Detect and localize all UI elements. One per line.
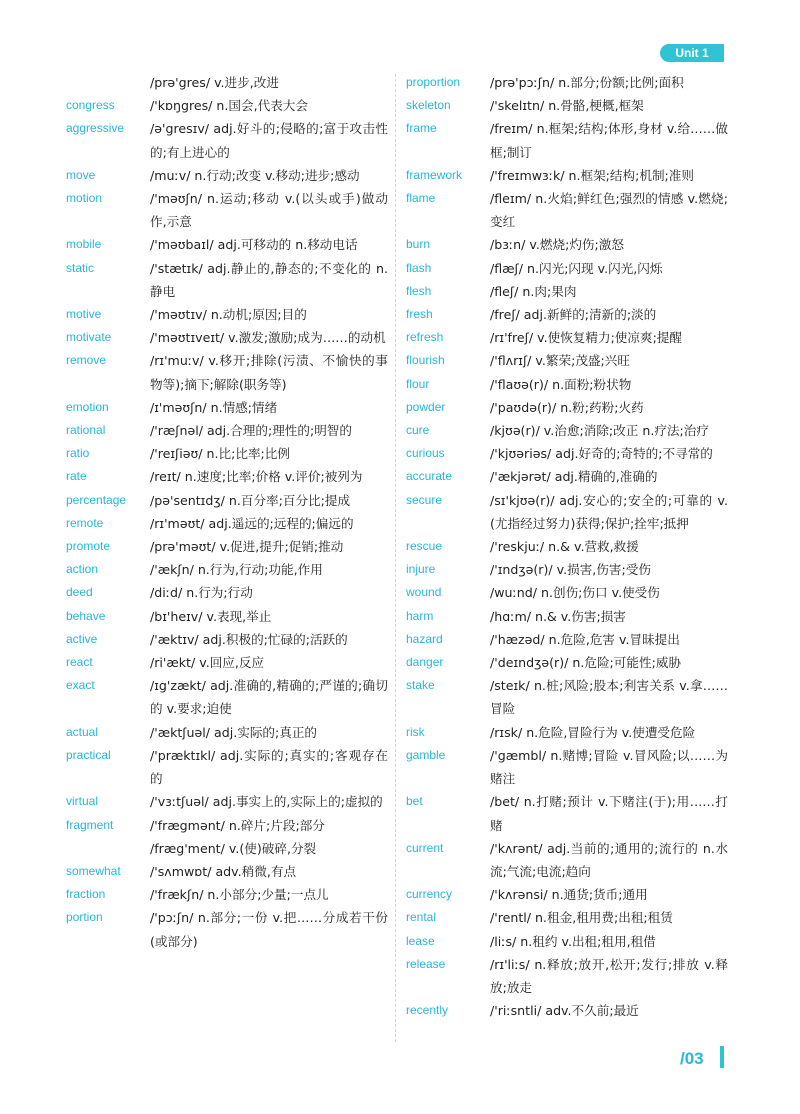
vocab-definition: /'vɜːtʃuəl/ adj.事实上的,实际上的;虚拟的	[150, 794, 383, 810]
vocab-definition: /rɪ'freʃ/ v.使恢复精力;使凉爽;提醒	[490, 330, 683, 346]
vocab-definition: /'riːsntli/ adv.不久前;最近	[490, 1003, 639, 1019]
vocab-definition: /'ækjərət/ adj.精确的,准确的	[490, 469, 658, 485]
vocab-word: emotion	[66, 399, 109, 414]
vocab-entry	[66, 814, 388, 837]
vocab-definition: /wuːnd/ n.创伤;伤口 v.使受伤	[490, 585, 660, 601]
vocab-definition: /bɜːn/ v.燃烧;灼伤;激怒	[490, 237, 624, 253]
vocab-entry	[406, 326, 728, 349]
vocab-entry	[66, 883, 388, 906]
vocab-word: promote	[66, 539, 111, 554]
vocab-definition: /freɪm/ n.框架;结构;体形,身材 v.给……做框;制订	[490, 121, 728, 160]
vocab-definition: /'skelɪtn/ n.骨骼,梗概,框架	[490, 98, 644, 114]
vocab-definition: /liːs/ n.租约 v.出租;租用,租借	[490, 933, 656, 949]
vocab-definition: /'freɪmwɜːk/ n.框架;结构;机制;准则	[490, 167, 694, 183]
vocab-entry	[406, 674, 728, 720]
vocab-word: exact	[66, 678, 95, 693]
vocab-definition: /steɪk/ n.桩;风险;股本;利害关系 v.拿……冒险	[490, 678, 728, 717]
vocab-entry	[66, 164, 388, 187]
vocab-entry	[66, 790, 388, 813]
vocab-word: release	[406, 956, 446, 971]
vocab-word: flash	[406, 260, 432, 275]
vocab-word: current	[406, 840, 444, 855]
vocab-definition: /kjʊə(r)/ v.治愈;消除;改正 n.疗法;治疗	[490, 423, 709, 439]
vocab-definition: /reɪt/ n.速度;比率;价格 v.评价;被列为	[150, 469, 363, 485]
vocab-entry	[406, 280, 728, 303]
vocab-word: powder	[406, 399, 446, 414]
vocab-entry	[406, 303, 728, 326]
vocab-definition: /'kʌrənt/ adj.当前的;通用的;流行的 n.水流;气流;电流;趋向	[490, 840, 728, 879]
vocab-word: congress	[66, 98, 115, 113]
vocab-word: fraction	[66, 887, 106, 902]
vocab-definition: /'reskjuː/ n.& v.营救,救援	[490, 539, 639, 555]
vocab-definition: /'kʌrənsi/ n.通货;货币;通用	[490, 887, 648, 903]
column-divider	[395, 74, 396, 1042]
vocab-definition: /'æktɪv/ adj.积极的;忙碌的;活跃的	[150, 631, 348, 647]
vocab-entry	[406, 651, 728, 674]
vocab-entry	[66, 674, 388, 720]
vocab-word: flour	[406, 376, 430, 391]
vocab-word: virtual	[66, 794, 99, 809]
vocab-word: rational	[66, 423, 106, 438]
vocab-word: portion	[66, 910, 103, 925]
vocab-word: danger	[406, 655, 444, 670]
vocab-definition: /'præktɪkl/ adj.实际的;真实的;客观存在的	[150, 747, 388, 787]
vocab-word: lease	[406, 933, 435, 948]
vocab-definition: /'kɒŋgres/ n.国会,代表大会	[150, 98, 308, 114]
vocab-definition: /'frægmənt/ n.碎片;片段;部分	[150, 817, 325, 833]
page-number-bar	[720, 1046, 724, 1068]
vocab-definition: /'rentl/ n.租金,租用费;出租;租赁	[490, 910, 673, 926]
vocab-word: rescue	[406, 539, 443, 554]
vocab-definition: /bet/ n.打赌;预计 v.下赌注(于);用……打赌	[490, 794, 728, 833]
vocab-entry	[66, 233, 388, 256]
vocab-entry	[406, 790, 728, 836]
vocab-entry	[66, 605, 388, 628]
vocab-definition: /'pɔːʃn/ n.部分;一份 v.把……分成若干份(或部分)	[150, 910, 388, 949]
vocab-word: wound	[406, 585, 442, 600]
vocab-word: stake	[406, 678, 435, 693]
vocab-definition: /fleɪm/ n.火焰;鲜红色;强烈的情感 v.燃烧;变红	[490, 191, 728, 230]
vocab-word: gamble	[406, 747, 446, 762]
vocab-entry	[406, 94, 728, 117]
vocab-entry	[406, 349, 728, 372]
vocab-entry	[406, 930, 728, 953]
vocab-word: flesh	[406, 283, 432, 298]
vocab-entry	[406, 489, 728, 535]
vocab-definition: /sɪ'kjʊə(r)/ adj.安心的;安全的;可靠的 v.(尤指经过努力)获得;保护;拴牢;抵押	[490, 492, 728, 531]
vocab-word: rate	[66, 469, 87, 484]
vocab-definition: /flæʃ/ n.闪光;闪现 v.闪光,闪烁	[490, 260, 663, 276]
vocab-entry	[66, 628, 388, 651]
vocab-definition: /'flʌrɪʃ/ v.繁荣;茂盛;兴旺	[490, 353, 630, 369]
vocab-entry	[406, 535, 728, 558]
vocab-definition: /ɪg'zækt/ adj.准确的,精确的;严谨的;确切的 v.要求;迫使	[150, 678, 388, 717]
vocab-word: remote	[66, 515, 104, 530]
vocab-definition: /hɑːm/ n.& v.伤害;损害	[490, 608, 626, 624]
vocab-entry	[406, 442, 728, 465]
vocab-word: accurate	[406, 469, 453, 484]
vocab-definition: /prə'məʊt/ v.促进,提升;促销;推动	[150, 539, 344, 555]
vocab-entry	[66, 906, 388, 952]
vocab-definition: /'sʌmwɒt/ adv.稍微,有点	[150, 863, 297, 879]
vocab-word: flame	[406, 191, 436, 206]
vocab-word: motive	[66, 307, 102, 322]
vocab-definition: /prə'gres/ v.进步,改进	[150, 75, 279, 90]
vocab-word: action	[66, 562, 99, 577]
vocab-entry	[406, 164, 728, 187]
vocab-entry	[66, 512, 388, 535]
vocab-entry	[406, 233, 728, 256]
vocab-word: framework	[406, 167, 463, 182]
vocab-definition: /'stætɪk/ adj.静止的,静态的;不变化的 n.静电	[150, 260, 388, 299]
vocab-entry	[406, 257, 728, 280]
vocab-word: ratio	[66, 446, 90, 461]
vocab-definition: /rɪ'liːs/ n.释放;放开,松开;发行;排放 v.释放;放走	[490, 956, 728, 995]
vocab-definition: /'məʊʃn/ n.运动;移动 v.(以头或手)做动作,示意	[150, 191, 388, 230]
vocab-word: react	[66, 655, 93, 670]
vocab-word: skeleton	[406, 98, 451, 113]
vocab-definition: /'frækʃn/ n.小部分;少量;一点儿	[150, 887, 329, 903]
vocab-definition: /pə'sentɪdʒ/ n.百分率;百分比;提成	[150, 492, 351, 508]
vocab-word: injure	[406, 562, 436, 577]
vocab-word: percentage	[66, 492, 127, 507]
vocab-entry	[406, 187, 728, 233]
vocab-definition: /muːv/ n.行动;改变 v.移动;进步;感动	[150, 167, 360, 183]
vocab-entry	[66, 465, 388, 488]
vocab-entry	[66, 442, 388, 465]
vocab-definition: /'reɪʃiəʊ/ n.比;比率;比例	[150, 446, 290, 462]
vocab-definition: /'məʊbaɪl/ adj.可移动的 n.移动电话	[150, 237, 358, 253]
vocab-word: burn	[406, 237, 431, 252]
vocab-definition: /'ɪndʒə(r)/ v.损害,伤害;受伤	[490, 562, 651, 578]
vocab-entry	[66, 187, 388, 233]
vocab-word: static	[66, 260, 95, 275]
vocab-entry	[406, 558, 728, 581]
vocab-entry	[66, 419, 388, 442]
vocab-entry	[66, 349, 388, 395]
vocab-entry	[66, 303, 388, 326]
vocab-word: mobile	[66, 237, 102, 252]
vocab-entry	[406, 581, 728, 604]
vocab-word: deed	[66, 585, 93, 600]
vocab-entry	[406, 744, 728, 790]
vocab-entry	[406, 837, 728, 883]
vocab-entry	[406, 906, 728, 929]
vocab-definition: /'kjʊəriəs/ adj.好奇的;奇特的;不寻常的	[490, 446, 713, 462]
vocab-entry	[66, 651, 388, 674]
vocab-entry	[406, 999, 728, 1022]
vocab-entry	[406, 883, 728, 906]
vocab-entry	[66, 117, 388, 163]
vocab-word: frame	[406, 121, 437, 136]
vocab-definition: /freʃ/ adj.新鲜的;清新的;淡的	[490, 307, 657, 323]
vocab-entry	[406, 721, 728, 744]
vocab-word: rental	[406, 910, 437, 925]
vocab-definition: /'flaʊə(r)/ n.面粉;粉状物	[490, 376, 632, 392]
vocab-word: cure	[406, 423, 430, 438]
vocab-definition: /ri'ækt/ v.回应,反应	[150, 655, 265, 671]
vocab-word: fresh	[406, 307, 433, 322]
vocab-word: hazard	[406, 631, 443, 646]
vocab-definition: /ɪ'məʊʃn/ n.情感;情绪	[150, 399, 278, 415]
vocab-entry	[66, 71, 388, 94]
vocab-word: somewhat	[66, 863, 121, 878]
vocab-word: actual	[66, 724, 99, 739]
vocab-word: behave	[66, 608, 106, 623]
vocab-entry	[406, 465, 728, 488]
vocab-entry	[66, 326, 388, 349]
vocab-entry	[66, 489, 388, 512]
vocab-definition: /prə'pɔːʃn/ n.部分;份额;比例;面积	[490, 75, 684, 90]
page-number: /03	[680, 1049, 704, 1068]
vocab-definition: /'deɪndʒə(r)/ n.危险;可能性;威胁	[490, 655, 682, 671]
vocab-definition: /'paʊdə(r)/ n.粉;药粉;火药	[490, 399, 644, 415]
vocab-entry	[66, 837, 388, 860]
vocab-word: harm	[406, 608, 434, 623]
vocab-word: remove	[66, 353, 107, 368]
vocab-entry	[66, 535, 388, 558]
vocab-word: fragment	[66, 817, 114, 832]
vocab-word: risk	[406, 724, 425, 739]
vocab-word: recently	[406, 1003, 449, 1018]
vocab-definition: /'ækʃn/ n.行为,行动;功能,作用	[150, 562, 323, 578]
vocab-word: aggressive	[66, 121, 125, 136]
vocab-definition: /'məʊtɪveɪt/ v.激发;激励;成为……的动机	[150, 330, 386, 346]
vocab-word: currency	[406, 887, 453, 902]
vocab-definition: /fræg'ment/ v.(使)破碎,分裂	[150, 840, 317, 856]
vocab-definition: /'hæzəd/ n.危险,危害 v.冒昧提出	[490, 631, 680, 647]
vocab-word: secure	[406, 492, 443, 507]
vocab-definition: /rɪ'məʊt/ adj.遥远的;远程的;偏远的	[150, 515, 354, 531]
vocab-word: motion	[66, 191, 103, 206]
right-column	[406, 71, 728, 1022]
vocab-definition: /rɪ'muːv/ v.移开;排除(污渍、不愉快的事物等);摘下;解除(职务等)	[150, 353, 388, 392]
vocab-word: practical	[66, 747, 111, 762]
vocab-entry	[406, 953, 728, 999]
vocab-entry	[406, 419, 728, 442]
vocab-entry	[406, 373, 728, 396]
unit-tab: Unit 1	[660, 44, 724, 62]
vocab-word: bet	[406, 794, 423, 809]
vocab-word: motivate	[66, 330, 112, 345]
vocab-entry	[66, 396, 388, 419]
vocab-entry	[66, 860, 388, 883]
vocab-entry	[406, 117, 728, 163]
vocab-definition: /'gæmbl/ n.赌博;冒险 v.冒风险;以……为赌注	[490, 747, 728, 787]
vocab-entry	[66, 94, 388, 117]
vocab-entry	[66, 558, 388, 581]
vocab-word: move	[66, 167, 96, 182]
vocab-definition: /ə'gresɪv/ adj.好斗的;侵略的;富于攻击性的;有上进心的	[150, 121, 388, 160]
vocab-definition: /fleʃ/ n.肉;果肉	[490, 283, 577, 299]
vocab-entry	[66, 721, 388, 744]
vocab-definition: /'æktʃuəl/ adj.实际的;真正的	[150, 724, 318, 740]
left-column	[66, 71, 388, 953]
vocab-entry	[66, 744, 388, 790]
vocab-word: flourish	[406, 353, 445, 368]
vocab-definition: /'ræʃnəl/ adj.合理的;理性的;明智的	[150, 423, 352, 439]
vocab-entry	[406, 628, 728, 651]
vocab-word: active	[66, 631, 98, 646]
vocab-definition: /rɪsk/ n.危险,冒险行为 v.使遭受危险	[490, 724, 696, 740]
vocab-entry	[406, 71, 728, 94]
vocab-definition: /'məʊtɪv/ n.动机;原因;目的	[150, 307, 307, 323]
vocab-definition: /diːd/ n.行为;行动	[150, 585, 253, 601]
vocab-definition: /bɪ'heɪv/ v.表现,举止	[150, 608, 272, 624]
vocab-word: proportion	[406, 75, 461, 89]
vocab-word: refresh	[406, 330, 444, 345]
vocab-entry	[66, 257, 388, 303]
vocab-entry	[406, 605, 728, 628]
vocab-entry	[66, 581, 388, 604]
vocab-entry	[406, 396, 728, 419]
vocab-word: curious	[406, 446, 445, 461]
